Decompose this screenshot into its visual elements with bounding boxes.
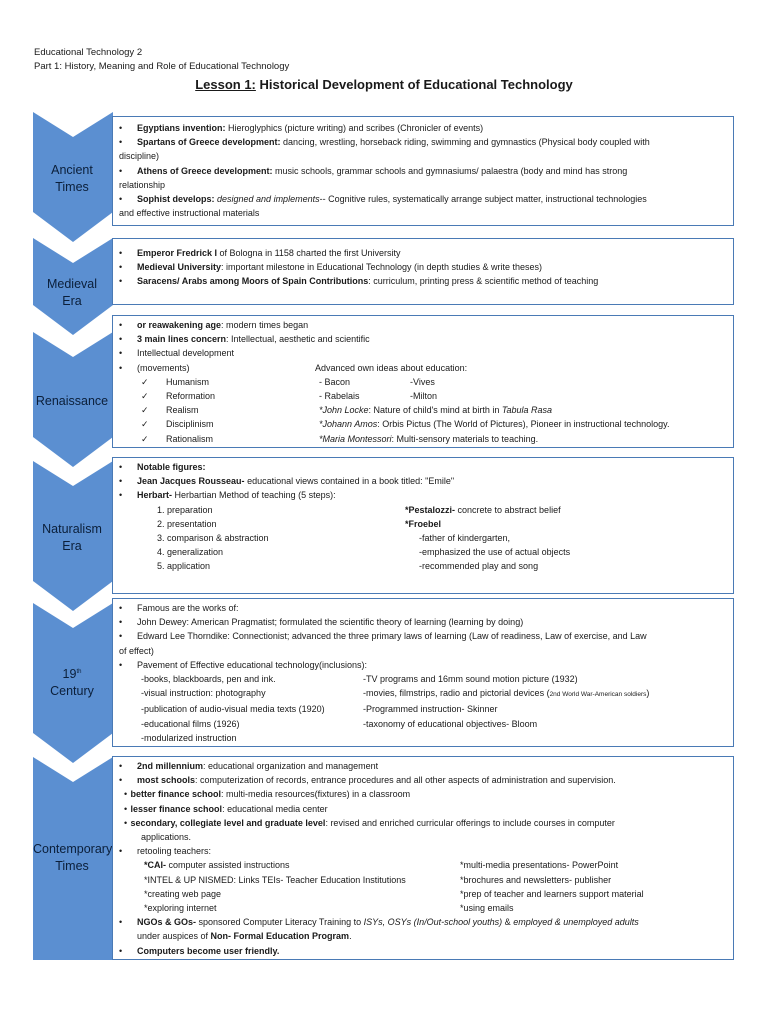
- movement-row: ✓ Humanism - Bacon -Vives: [119, 375, 727, 389]
- list-item-continued: and effective instructional materials: [119, 208, 260, 219]
- box-19th-century: [112, 598, 734, 747]
- retooling-row: *INTEL & UP NISMED: Links TEIs- Teacher Education Institutions *brochures and newsletters- publisher: [144, 874, 612, 885]
- arrow-renaissance: [33, 332, 113, 467]
- box-renaissance: [112, 315, 734, 448]
- arrow-19th-century: [33, 603, 113, 763]
- lesson-label: Lesson 1:: [195, 77, 256, 92]
- list-item-continued: relationship: [119, 179, 166, 190]
- box-medieval: [112, 238, 734, 305]
- list-item-continued: discipline): [119, 151, 160, 162]
- movements-header-row: • (movements) Advanced own ideas about education:: [119, 361, 727, 375]
- inclusion-row: -publication of audio-visual media texts (1920) -Programmed instruction- Skinner: [141, 704, 498, 715]
- lesson-heading: [0, 77, 768, 92]
- list-item: • John Dewey: American Pragmatist; formulated the scientific theory of learning (learning by doing): [119, 615, 727, 629]
- list-item: • Pavement of Effective educational technology(inclusions):: [119, 658, 727, 672]
- list-item-continued: of effect): [119, 645, 154, 656]
- arrow-ancient: [33, 112, 113, 242]
- checkmark-icon: ✓: [141, 405, 149, 416]
- step-row: 5. application -recommended play and song: [157, 561, 539, 572]
- list-item: • or reawakening age: modern times began: [119, 318, 727, 332]
- list-item: • Spartans of Greece development: dancing, wrestling, horseback riding, swimming and gymnastics (Physical body coupled with: [119, 135, 727, 149]
- box-ancient: [112, 116, 734, 226]
- era-label-ancient: Ancient Times: [51, 163, 93, 194]
- inclusion-row: -educational films (1926) -taxonomy of educational objectives- Bloom: [141, 718, 538, 729]
- arrow-medieval: [33, 238, 113, 335]
- list-item: • Saracens/ Arabs among Moors of Spain Contributions: curriculum, printing press & scientific method of teaching: [119, 274, 727, 288]
- step-row: 2. presentation *Froebel: [157, 518, 442, 529]
- movement-row: ✓ Realism *John Locke: Nature of child's mind at birth in Tabula Rasa: [119, 403, 727, 417]
- list-item: • Athens of Greece development: music schools, grammar schools and gymnasiums/ palaestra (body and mind has strong: [119, 164, 727, 178]
- retooling-row: *CAI- computer assisted instructions *multi-media presentations- PowerPoint: [144, 860, 619, 871]
- step-row: 4. generalization -emphasized the use of actual objects: [157, 547, 571, 558]
- course-title: Educational Technology 2: [34, 47, 143, 58]
- list-item: • retooling teachers:: [119, 844, 727, 858]
- lesson-title: Historical Development of Educational Technology: [259, 77, 573, 92]
- movement-row: ✓ Disciplinism *Johann Amos: Orbis Pictus (The World of Pictures), Pioneer in instructional technology.: [119, 417, 727, 431]
- list-item: • 3 main lines concern: Intellectual, aesthetic and scientific: [119, 332, 727, 346]
- box-naturalism: [112, 457, 734, 594]
- era-label-renaissance: Renaissance: [35, 394, 109, 408]
- checkmark-icon: ✓: [141, 419, 149, 430]
- movement-row: ✓ Reformation - Rabelais -Milton: [119, 389, 727, 403]
- checkmark-icon: ✓: [141, 376, 149, 387]
- list-item: • Medieval University: important milestone in Educational Technology (in depth studies & write theses): [119, 260, 727, 274]
- step-row: 1. preparation *Pestalozzi- concrete to abstract belief: [157, 504, 561, 515]
- box-contemporary: [112, 756, 734, 960]
- part-title: Part 1: History, Meaning and Role of Educational Technology: [34, 61, 290, 72]
- list-item: • Famous are the works of:: [119, 601, 727, 615]
- retooling-row: *creating web page *prep of teacher and learners support material: [144, 888, 644, 899]
- inclusion-row: -books, blackboards, pen and ink. -TV programs and 16mm sound motion picture (1932): [141, 674, 578, 685]
- inclusion-row: -visual instruction: photography -movies, filmstrips, radio and pictorial devices (2nd World War-American soldiers): [141, 688, 650, 699]
- list-item: • Herbart- Herbartian Method of teaching (5 steps):: [119, 488, 727, 502]
- arrow-contemporary: [33, 757, 113, 960]
- list-item: • Notable figures:: [119, 460, 727, 474]
- list-item: • NGOs & GOs- sponsored Computer Literacy Training to ISYs, OSYs (In/Out-school youths) & employed & unemployed adults: [119, 915, 727, 929]
- list-item: • better finance school: multi-media resources(fixtures) in a classroom: [119, 787, 727, 801]
- list-item: • Jean Jacques Rousseau- educational views contained in a book titled: "Emile": [119, 474, 727, 488]
- list-item: • Sophist develops: designed and implements-- Cognitive rules, systematically arrange subject matter, instructional technologies: [119, 192, 727, 206]
- step-row: 3. comparison & abstraction -father of kindergarten,: [157, 533, 511, 544]
- era-label-19th: 19th Century: [50, 667, 94, 699]
- list-item-continued: under auspices of Non- Formal Education Program.: [137, 931, 352, 942]
- list-item: • Egyptians invention: Hieroglyphics (picture writing) and scribes (Chronicler of events): [119, 121, 727, 135]
- retooling-row: *exploring internet *using emails: [144, 903, 514, 914]
- era-label-contemporary: Contemporary Times: [33, 842, 113, 873]
- advanced-ideas-heading: Advanced own ideas about education:: [315, 362, 468, 373]
- list-item-continued: applications.: [141, 832, 192, 843]
- list-item: • Computers become user friendly.: [119, 944, 727, 958]
- list-item: • Edward Lee Thorndike: Connectionist; advanced the three primary laws of learning (Law of readiness, Law of exercise, and Law: [119, 629, 727, 643]
- checkmark-icon: ✓: [141, 433, 149, 444]
- list-item: • most schools: computerization of records, entrance procedures and all other aspects of administration and supervision.: [119, 773, 727, 787]
- arrow-naturalism: [33, 461, 113, 611]
- checkmark-icon: ✓: [141, 391, 149, 402]
- list-item: • 2nd millennium: educational organization and management: [119, 759, 727, 773]
- era-label-naturalism: Naturalism Era: [42, 522, 102, 553]
- list-item: • lesser finance school: educational media center: [119, 802, 727, 816]
- inclusion-row: -modularized instruction: [141, 732, 237, 743]
- list-item: • Intellectual development: [119, 346, 727, 360]
- list-item: • secondary, collegiate level and graduate level: revised and enriched curricular offerings to include courses in computer: [119, 816, 727, 830]
- movement-row: ✓ Rationalism *Maria Montessori: Multi-sensory materials to teaching.: [119, 432, 727, 446]
- era-label-medieval: Medieval Era: [46, 277, 98, 308]
- list-item: • Emperor Fredrick I of Bologna in 1158 charted the first University: [119, 246, 727, 260]
